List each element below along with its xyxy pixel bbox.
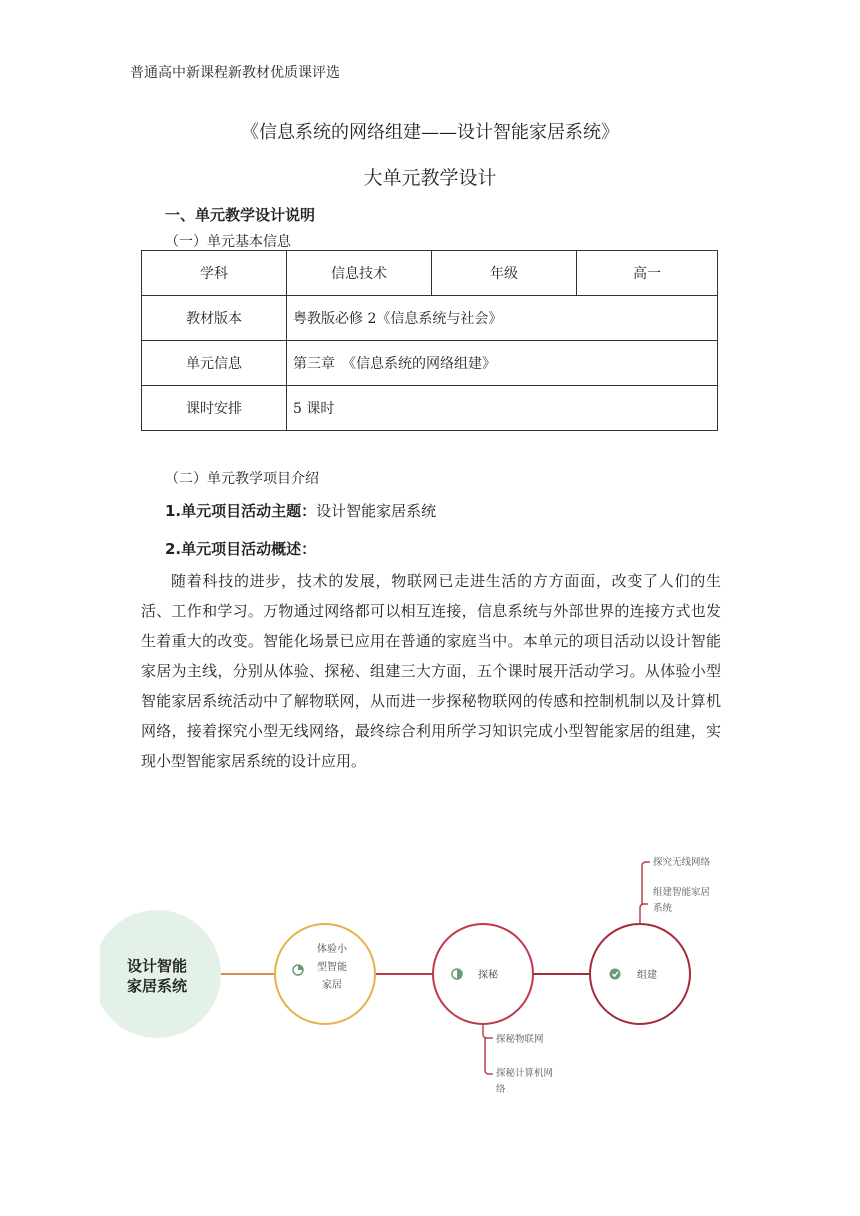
project-theme xyxy=(165,500,436,521)
root-node-label: 设计智能 xyxy=(126,957,188,975)
document-subtitle: 大单元教学设计 xyxy=(363,167,497,189)
table-cell: 高一 xyxy=(577,251,718,296)
project-theme-label: 1.单元项目活动主题： xyxy=(165,502,317,520)
table-row xyxy=(142,296,718,341)
table-cell: 5 课时 xyxy=(287,386,718,431)
branch-line xyxy=(640,862,650,924)
unit-info-table xyxy=(141,250,718,431)
table-cell: 粤教版必修 2《信息系统与社会》 xyxy=(287,296,718,341)
experience-node-label: 体验小 xyxy=(317,944,347,955)
check-icon xyxy=(610,969,621,980)
section2-heading: （二）单元教学项目介绍 xyxy=(165,471,319,487)
table-row xyxy=(142,386,718,431)
build-branch-label: 系统 xyxy=(653,903,673,914)
project-overview-heading xyxy=(165,538,316,559)
header-note: 普通高中新课程新教材优质课评选 xyxy=(130,65,340,81)
project-theme-value: 设计智能家居系统 xyxy=(316,502,437,520)
document-title: 《信息系统的网络组建——设计智能家居系统》 xyxy=(241,122,619,143)
overview-paragraph: 随着科技的进步，技术的发展，物联网已走进生活的方方面面，改变了人们的生活、工作和学习。万物通过网络都可以相互连接，信息系统与外部世界的连接方式也发生着重大的改变。智能化场景已应用在普通的家庭当中。本单元的项目活动以设计智能家居为主线，分别从体验、探秘、组建三大方面，五个课时展开活动学习。从体验小型智能家居系统活动中了解物联网，从而进一步探秘物联网的传感和控制机制以及计算机网络，接着探究小型无线网络，最终综合利用所学习知识完成小型智能家居的组建，实现小型智能家居系统的设计应用。 xyxy=(141,572,721,770)
table-row xyxy=(142,251,718,296)
build-branch-label: 探究无线网络 xyxy=(653,857,711,868)
table-cell: 年级 xyxy=(432,251,577,296)
table-cell: 单元信息 xyxy=(142,341,287,386)
build-node-label: 组建 xyxy=(637,970,657,981)
branch-line xyxy=(483,1024,493,1074)
root-node-label: 家居系统 xyxy=(126,977,188,995)
explore-branch-label: 探秘物联网 xyxy=(496,1034,544,1045)
explore-branch-label: 络 xyxy=(496,1084,506,1095)
experience-node-label: 型智能 xyxy=(317,962,347,973)
explore-branch-label: 探秘计算机网 xyxy=(496,1068,554,1079)
project-mindmap xyxy=(100,838,760,1118)
build-branch-label: 组建智能家居 xyxy=(653,887,711,898)
table-row xyxy=(142,341,718,386)
table-cell: 课时安排 xyxy=(142,386,287,431)
table-cell: 学科 xyxy=(142,251,287,296)
table-cell: 教材版本 xyxy=(142,296,287,341)
project-overview-label: 2.单元项目活动概述： xyxy=(165,540,317,558)
section1-subheading: （一）单元基本信息 xyxy=(165,234,291,250)
experience-node xyxy=(275,924,375,1024)
explore-node-label: 探秘 xyxy=(478,970,498,981)
table-cell: 第三章 《信息系统的网络组建》 xyxy=(287,341,718,386)
experience-node-label: 家居 xyxy=(322,980,342,991)
section1-heading: 一、单元教学设计说明 xyxy=(165,206,316,224)
table-cell: 信息技术 xyxy=(287,251,432,296)
